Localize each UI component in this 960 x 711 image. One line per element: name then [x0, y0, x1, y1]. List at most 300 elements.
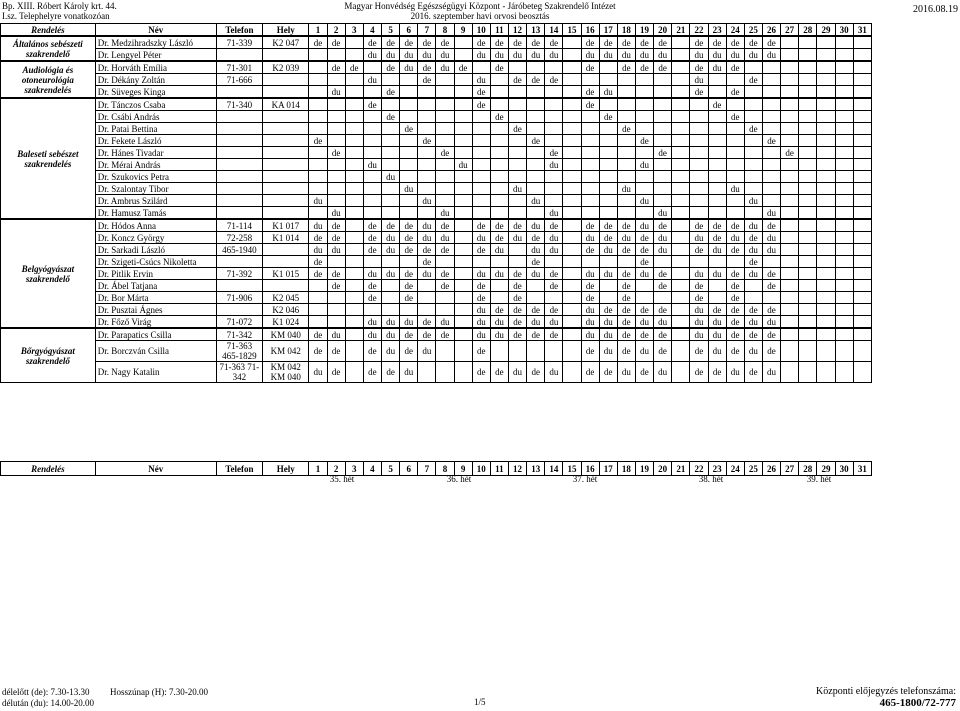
doctor-loc — [263, 159, 309, 171]
shift-cell: de — [508, 280, 526, 292]
shift-cell: du — [690, 328, 708, 341]
day-header-13: 13 — [527, 24, 545, 37]
shift-cell: de — [472, 362, 490, 383]
doctor-name: Dr. Szalontay Tibor — [95, 183, 216, 195]
shift-cell: du — [363, 268, 381, 280]
shift-cell — [472, 147, 490, 159]
doctor-row — [1, 207, 872, 220]
shift-cell: de — [400, 36, 418, 49]
shift-cell: de — [635, 304, 653, 316]
shift-cell — [545, 183, 563, 195]
shift-cell: du — [436, 207, 454, 220]
shift-cell — [599, 98, 617, 111]
shift-cell — [726, 207, 744, 220]
footer-day-header-4: 4 — [363, 462, 381, 476]
shift-cell — [617, 195, 635, 207]
doctor-row — [1, 244, 872, 256]
doctor-row — [1, 341, 872, 362]
footer-day-header-19: 19 — [635, 462, 653, 476]
shift-cell — [490, 98, 508, 111]
shift-cell — [835, 341, 853, 362]
shift-cell — [726, 171, 744, 183]
shift-cell — [672, 111, 690, 123]
shift-cell: de — [508, 268, 526, 280]
shift-cell — [545, 123, 563, 135]
shift-cell — [817, 219, 835, 232]
doctor-loc — [263, 135, 309, 147]
shift-cell: du — [382, 316, 400, 329]
shift-cell: de — [527, 74, 545, 86]
shift-cell — [635, 86, 653, 99]
shift-cell — [617, 135, 635, 147]
shift-cell — [454, 195, 472, 207]
shift-cell — [454, 292, 472, 304]
shift-cell — [599, 147, 617, 159]
shift-cell — [436, 256, 454, 268]
shift-cell — [617, 86, 635, 99]
schedule-table — [0, 23, 872, 383]
shift-cell — [672, 36, 690, 49]
day-header-5: 5 — [382, 24, 400, 37]
shift-cell: du — [599, 341, 617, 362]
shift-cell: de — [581, 341, 599, 362]
shift-cell: du — [581, 49, 599, 62]
shift-cell: du — [418, 195, 436, 207]
shift-cell — [363, 111, 381, 123]
shift-cell: de — [635, 244, 653, 256]
doctor-loc — [263, 171, 309, 183]
dept-label: Belgyógyászat szakrendelő — [1, 219, 96, 328]
shift-cell — [309, 86, 327, 99]
shift-cell: de — [309, 268, 327, 280]
shift-cell: de — [617, 341, 635, 362]
shift-cell: du — [309, 219, 327, 232]
shift-cell: du — [635, 49, 653, 62]
shift-cell: de — [781, 147, 799, 159]
shift-cell: de — [327, 341, 345, 362]
shift-cell — [545, 135, 563, 147]
shift-cell — [490, 147, 508, 159]
shift-cell: de — [327, 268, 345, 280]
col-dept-header: Rendelés — [1, 24, 96, 37]
shift-cell — [708, 292, 726, 304]
shift-cell — [309, 74, 327, 86]
shift-cell — [654, 195, 672, 207]
shift-cell — [817, 36, 835, 49]
doctor-phone: 71-666 — [216, 74, 262, 86]
shift-cell: de — [617, 304, 635, 316]
shift-cell: de — [400, 292, 418, 304]
shift-cell — [545, 256, 563, 268]
shift-cell: de — [581, 36, 599, 49]
doctor-loc: K1 015 — [263, 268, 309, 280]
doctor-phone — [216, 207, 262, 220]
shift-cell: de — [690, 61, 708, 74]
doctor-row — [1, 98, 872, 111]
shift-cell: du — [654, 232, 672, 244]
doctor-row — [1, 292, 872, 304]
shift-cell: du — [418, 268, 436, 280]
shift-cell: de — [744, 256, 762, 268]
shift-cell — [635, 147, 653, 159]
shift-cell: de — [363, 292, 381, 304]
shift-cell: du — [436, 316, 454, 329]
shift-cell — [345, 98, 363, 111]
shift-cell — [672, 304, 690, 316]
shift-cell: de — [635, 61, 653, 74]
doctor-loc — [263, 195, 309, 207]
shift-cell — [762, 292, 780, 304]
shift-cell — [799, 111, 817, 123]
shift-cell: du — [527, 244, 545, 256]
shift-cell: du — [599, 244, 617, 256]
shift-cell — [853, 292, 871, 304]
shift-cell — [635, 111, 653, 123]
day-header-7: 7 — [418, 24, 436, 37]
shift-cell — [817, 328, 835, 341]
doctor-loc: K1 024 — [263, 316, 309, 329]
shift-cell — [654, 292, 672, 304]
shift-cell — [454, 49, 472, 62]
footer-day-header-12: 12 — [508, 462, 526, 476]
shift-cell: de — [726, 304, 744, 316]
shift-cell — [853, 159, 871, 171]
shift-cell: de — [708, 232, 726, 244]
shift-cell: de — [418, 244, 436, 256]
doctor-row — [1, 135, 872, 147]
shift-cell — [708, 111, 726, 123]
shift-cell: de — [327, 147, 345, 159]
shift-cell — [527, 147, 545, 159]
shift-cell: de — [363, 36, 381, 49]
shift-cell: de — [363, 280, 381, 292]
shift-cell: de — [400, 341, 418, 362]
shift-cell — [454, 171, 472, 183]
shift-cell — [853, 219, 871, 232]
doctor-phone: 71-906 — [216, 292, 262, 304]
shift-cell — [672, 49, 690, 62]
shift-cell — [599, 183, 617, 195]
shift-cell: de — [635, 232, 653, 244]
shift-cell — [599, 280, 617, 292]
dept-label: Audiológia és otoneurológia szakrendelés — [1, 61, 96, 98]
shift-cell — [781, 195, 799, 207]
shift-cell: de — [545, 280, 563, 292]
shift-cell — [436, 362, 454, 383]
shift-cell: du — [382, 328, 400, 341]
shift-cell — [508, 244, 526, 256]
shift-cell — [490, 135, 508, 147]
shift-cell — [382, 135, 400, 147]
shift-cell — [744, 147, 762, 159]
shift-cell: de — [527, 304, 545, 316]
page-number: 1/5 — [474, 697, 486, 707]
col-loc-header: Hely — [263, 24, 309, 37]
day-header-17: 17 — [599, 24, 617, 37]
shift-cell — [309, 171, 327, 183]
shift-cell: de — [327, 61, 345, 74]
shift-cell: du — [490, 328, 508, 341]
shift-cell: du — [545, 316, 563, 329]
shift-cell — [345, 244, 363, 256]
footer-day-header-27: 27 — [781, 462, 799, 476]
shift-cell: du — [545, 362, 563, 383]
shift-cell — [617, 147, 635, 159]
shift-cell — [817, 207, 835, 220]
shift-cell: de — [762, 219, 780, 232]
shift-cell — [617, 159, 635, 171]
footer-col-phone: Telefon — [216, 462, 262, 476]
shift-cell: de — [400, 268, 418, 280]
shift-cell — [563, 49, 581, 62]
footer-booking-phone: 465-1800/72-777 — [879, 697, 956, 709]
shift-cell: du — [690, 316, 708, 329]
shift-cell: de — [690, 280, 708, 292]
shift-cell: du — [400, 61, 418, 74]
shift-cell: de — [545, 304, 563, 316]
shift-cell — [454, 36, 472, 49]
shift-cell: du — [581, 316, 599, 329]
shift-cell — [690, 256, 708, 268]
shift-cell — [563, 328, 581, 341]
shift-cell: de — [617, 36, 635, 49]
shift-cell: de — [726, 316, 744, 329]
shift-cell: de — [726, 328, 744, 341]
shift-cell — [817, 362, 835, 383]
doctor-phone — [216, 159, 262, 171]
shift-cell — [672, 232, 690, 244]
doctor-loc — [263, 207, 309, 220]
shift-cell — [472, 159, 490, 171]
shift-cell: de — [327, 232, 345, 244]
shift-cell — [436, 292, 454, 304]
shift-cell: du — [527, 219, 545, 232]
shift-cell: de — [527, 135, 545, 147]
shift-cell — [309, 183, 327, 195]
shift-cell — [563, 36, 581, 49]
shift-cell — [726, 123, 744, 135]
shift-cell — [454, 304, 472, 316]
shift-cell — [835, 147, 853, 159]
shift-cell: du — [508, 183, 526, 195]
shift-cell — [799, 147, 817, 159]
shift-cell: du — [635, 219, 653, 232]
week-labels — [0, 474, 872, 486]
shift-cell: du — [654, 49, 672, 62]
shift-cell — [345, 362, 363, 383]
shift-cell — [563, 123, 581, 135]
shift-cell — [708, 86, 726, 99]
shift-cell: de — [309, 328, 327, 341]
shift-cell: du — [490, 49, 508, 62]
day-header-30: 30 — [835, 24, 853, 37]
shift-cell — [345, 292, 363, 304]
shift-cell: de — [472, 244, 490, 256]
shift-cell: de — [472, 86, 490, 99]
shift-cell — [345, 111, 363, 123]
shift-cell — [345, 49, 363, 62]
shift-cell — [817, 268, 835, 280]
shift-cell — [617, 171, 635, 183]
doctor-loc — [263, 123, 309, 135]
shift-cell: du — [581, 328, 599, 341]
shift-cell — [345, 232, 363, 244]
shift-cell — [363, 183, 381, 195]
shift-cell — [490, 183, 508, 195]
shift-cell — [345, 36, 363, 49]
day-header-22: 22 — [690, 24, 708, 37]
shift-cell — [835, 292, 853, 304]
doctor-name: Dr. Szukovics Petra — [95, 171, 216, 183]
shift-cell: du — [508, 49, 526, 62]
shift-cell — [617, 98, 635, 111]
shift-cell: de — [617, 316, 635, 329]
shift-cell — [799, 171, 817, 183]
shift-cell — [654, 123, 672, 135]
shift-cell — [781, 362, 799, 383]
shift-cell — [382, 183, 400, 195]
shift-cell — [436, 195, 454, 207]
shift-cell — [345, 74, 363, 86]
shift-cell — [581, 135, 599, 147]
shift-cell — [454, 74, 472, 86]
shift-cell — [527, 111, 545, 123]
shift-cell: de — [382, 362, 400, 383]
shift-cell — [599, 171, 617, 183]
shift-cell — [708, 171, 726, 183]
shift-cell — [400, 86, 418, 99]
shift-cell — [672, 61, 690, 74]
shift-cell: de — [708, 219, 726, 232]
shift-cell — [817, 86, 835, 99]
shift-cell — [672, 341, 690, 362]
shift-cell — [545, 171, 563, 183]
shift-cell — [309, 49, 327, 62]
shift-cell — [853, 147, 871, 159]
shift-cell — [744, 61, 762, 74]
shift-cell — [400, 147, 418, 159]
doctor-loc: K2 039 — [263, 61, 309, 74]
shift-cell: du — [363, 74, 381, 86]
doctor-name: Dr. Pusztai Ágnes — [95, 304, 216, 316]
doctor-phone: 71-301 — [216, 61, 262, 74]
shift-cell — [400, 256, 418, 268]
shift-cell — [835, 49, 853, 62]
shift-cell — [436, 159, 454, 171]
shift-cell — [490, 280, 508, 292]
shift-cell — [835, 183, 853, 195]
shift-cell — [490, 74, 508, 86]
shift-cell — [744, 86, 762, 99]
shift-cell — [853, 74, 871, 86]
shift-cell: de — [490, 232, 508, 244]
doctor-loc — [263, 147, 309, 159]
shift-cell — [781, 183, 799, 195]
footer-longday-hours: Hosszúnap (H): 7.30-20.00 — [110, 687, 208, 697]
shift-cell — [835, 195, 853, 207]
footer-day-header-7: 7 — [418, 462, 436, 476]
shift-cell: de — [581, 292, 599, 304]
doctor-name: Dr. Dékány Zoltán — [95, 74, 216, 86]
footer-afternoon-hours: délután (du): 14.00-20.00 — [2, 698, 94, 708]
shift-cell — [382, 195, 400, 207]
shift-cell — [817, 341, 835, 362]
doctor-row — [1, 123, 872, 135]
shift-cell — [363, 207, 381, 220]
shift-cell — [799, 86, 817, 99]
shift-cell: de — [545, 219, 563, 232]
shift-cell — [563, 147, 581, 159]
shift-cell — [672, 280, 690, 292]
shift-cell — [817, 74, 835, 86]
shift-cell — [853, 135, 871, 147]
footer-day-header-20: 20 — [654, 462, 672, 476]
shift-cell: du — [472, 304, 490, 316]
day-header-4: 4 — [363, 24, 381, 37]
shift-cell — [418, 292, 436, 304]
shift-cell — [853, 111, 871, 123]
shift-cell — [726, 256, 744, 268]
shift-cell: du — [599, 316, 617, 329]
shift-cell — [581, 171, 599, 183]
footer-col-name: Név — [95, 462, 216, 476]
shift-cell — [799, 268, 817, 280]
doctor-row — [1, 171, 872, 183]
shift-cell: de — [400, 123, 418, 135]
shift-cell: de — [726, 244, 744, 256]
shift-cell — [599, 123, 617, 135]
shift-cell — [762, 123, 780, 135]
shift-cell — [418, 183, 436, 195]
shift-cell: du — [472, 232, 490, 244]
shift-cell — [327, 135, 345, 147]
shift-cell — [781, 256, 799, 268]
shift-cell — [817, 183, 835, 195]
shift-cell — [744, 292, 762, 304]
day-header-21: 21 — [672, 24, 690, 37]
shift-cell — [563, 61, 581, 74]
shift-cell — [382, 74, 400, 86]
shift-cell: de — [744, 36, 762, 49]
shift-cell — [835, 219, 853, 232]
shift-cell — [363, 147, 381, 159]
shift-cell — [472, 183, 490, 195]
shift-cell — [635, 280, 653, 292]
col-phone-header: Telefon — [216, 24, 262, 37]
shift-cell: de — [635, 36, 653, 49]
day-header-29: 29 — [817, 24, 835, 37]
shift-cell: de — [708, 98, 726, 111]
shift-cell — [599, 159, 617, 171]
footer-day-header-22: 22 — [690, 462, 708, 476]
shift-cell — [799, 159, 817, 171]
shift-cell — [309, 207, 327, 220]
doctor-phone: 71-114 — [216, 219, 262, 232]
shift-cell — [690, 123, 708, 135]
shift-cell — [363, 256, 381, 268]
shift-cell — [472, 135, 490, 147]
shift-cell: du — [527, 268, 545, 280]
shift-cell — [581, 256, 599, 268]
shift-cell: du — [436, 49, 454, 62]
shift-cell — [454, 244, 472, 256]
shift-cell — [835, 268, 853, 280]
doctor-loc: KM 040 — [263, 328, 309, 341]
shift-cell: de — [654, 341, 672, 362]
shift-cell — [817, 244, 835, 256]
shift-cell — [508, 341, 526, 362]
shift-cell — [781, 49, 799, 62]
